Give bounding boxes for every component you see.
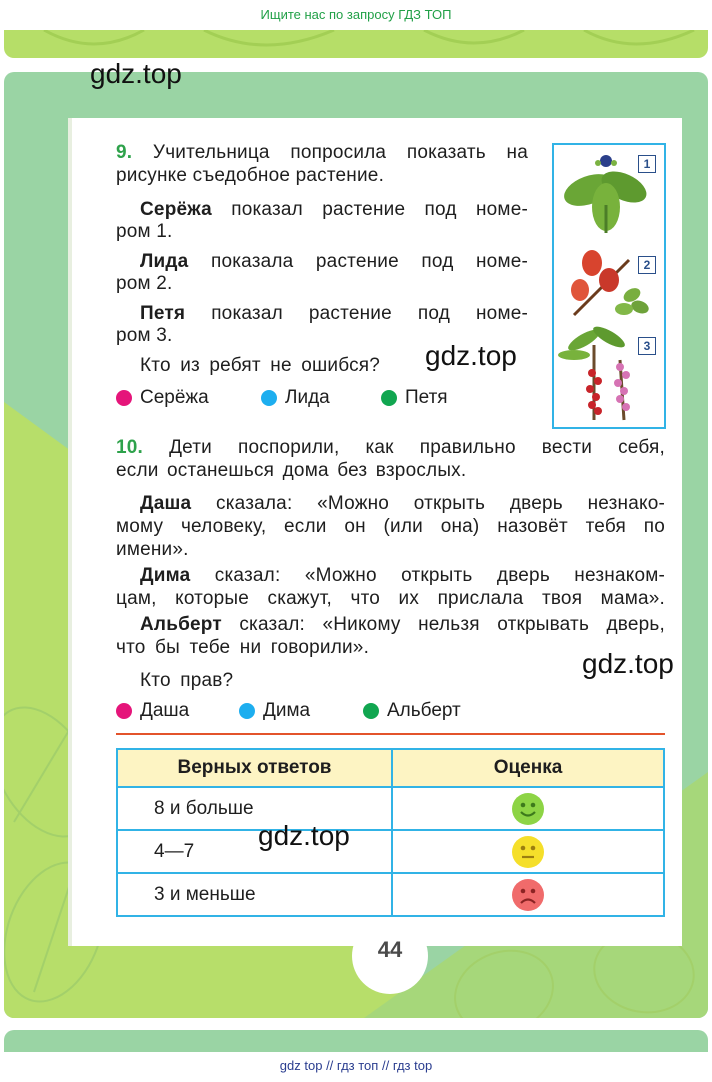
task10-dasha-line3: имени». — [116, 539, 189, 560]
search-hint-link[interactable]: Ищите нас по запросу ГДЗ ТОП — [260, 7, 452, 22]
serezha-text: показал растение под номе- — [231, 199, 528, 220]
task9-intro-line2: рисунке съедобное растение. — [116, 165, 385, 186]
watermark: gdz.top — [582, 648, 674, 679]
task10-dasha-line1 — [140, 492, 665, 515]
task10-option-albert[interactable] — [363, 700, 461, 722]
task9-option-lida[interactable] — [261, 387, 330, 409]
pink-dot-icon — [116, 390, 132, 406]
plant-number-1: 1 — [638, 155, 656, 173]
green-dot-icon — [363, 703, 379, 719]
score-table — [116, 748, 665, 917]
range-cell: 3 и меньше — [117, 873, 392, 916]
task10-dima-line1 — [140, 564, 665, 587]
task9-question: Кто из ребят не ошибся? — [140, 355, 381, 376]
task9-serezha-line1 — [140, 198, 528, 221]
leaf-decor-icon — [4, 30, 708, 58]
pink-dot-icon — [116, 703, 132, 719]
task10-number: 10. — [116, 437, 144, 458]
green-dot-icon — [381, 390, 397, 406]
task10-dasha-line2: мому человеку, если он (или она) назовёт тебя по — [116, 516, 665, 537]
watermark: gdz.top — [90, 58, 182, 89]
task9-lida-line1 — [140, 250, 528, 273]
task9-serezha-line2: ром 1. — [116, 221, 173, 242]
option-label: Дима — [263, 700, 311, 721]
option-label: Даша — [140, 700, 190, 721]
option-label: Альберт — [387, 700, 461, 721]
sad-face-icon — [511, 878, 545, 912]
page-number: 44 — [352, 918, 428, 994]
blue-dot-icon — [239, 703, 255, 719]
footer-separator: // — [326, 1058, 334, 1073]
dima-name: Дима — [140, 565, 191, 586]
plant-3-icon — [558, 323, 630, 420]
footer-link[interactable]: гдз топ — [336, 1058, 379, 1073]
serezha-name: Серёжа — [140, 199, 212, 220]
header-grade: Оценка — [392, 749, 664, 787]
task10-intro-line2: если останешься дома без взрослых. — [116, 460, 467, 481]
task10-intro-text: Дети поспорили, как правильно вести себя, — [169, 437, 665, 458]
task9-intro-text: Учительница попросила показать на — [152, 142, 528, 163]
option-label: Серёжа — [140, 387, 209, 408]
footer-link[interactable]: гдз top — [392, 1058, 433, 1073]
task10-albert-line1 — [140, 613, 665, 636]
option-label: Лида — [285, 387, 330, 408]
dasha-text: сказала: «Можно открыть дверь незнако- — [216, 493, 666, 514]
table-row — [117, 873, 664, 916]
bottom-decor-strip — [4, 1030, 708, 1052]
task10-dima-line2: цам, которые скажут, что их прислала твоя мама». — [116, 588, 665, 609]
neutral-face-icon — [511, 835, 545, 869]
task9-option-serezha[interactable] — [116, 387, 209, 409]
header-correct-answers: Верных ответов — [117, 749, 392, 787]
task9-number: 9. — [116, 142, 133, 163]
task9-option-petya[interactable] — [381, 387, 448, 409]
blue-dot-icon — [261, 390, 277, 406]
watermark: gdz.top — [425, 340, 517, 371]
dasha-name: Даша — [140, 493, 192, 514]
table-row — [117, 787, 664, 830]
footer-links — [0, 1054, 712, 1078]
task10-question: Кто прав? — [140, 670, 234, 691]
grade-cell — [392, 787, 664, 830]
plants-icon — [554, 145, 664, 427]
task9-petya-line1 — [140, 302, 528, 325]
task9-lida-line2: ром 2. — [116, 273, 173, 294]
table-row — [117, 830, 664, 873]
task10-intro-line1 — [116, 436, 665, 459]
watermark: gdz.top — [258, 820, 350, 851]
task10-option-dasha[interactable] — [116, 700, 189, 722]
footer-link[interactable]: gdz top — [279, 1058, 323, 1073]
albert-name: Альберт — [140, 614, 222, 635]
table-header-row — [117, 749, 664, 787]
albert-text: сказал: «Никому нельзя открывать дверь, — [239, 614, 666, 635]
range-cell: 8 и больше — [117, 787, 392, 830]
petya-text: показал растение под номе- — [211, 303, 529, 324]
range-cell: 4—7 — [117, 830, 392, 873]
task9-petya-line2: ром 3. — [116, 325, 173, 346]
lida-name: Лида — [140, 251, 189, 272]
dima-text: сказал: «Можно открыть дверь незнаком- — [214, 565, 666, 586]
grade-cell — [392, 830, 664, 873]
grade-cell — [392, 873, 664, 916]
smile-face-icon — [511, 792, 545, 826]
lida-text: показала растение под номе- — [210, 251, 528, 272]
task9-intro-line1 — [116, 141, 528, 164]
task10-albert-line2: что бы тебе ни говорили». — [116, 637, 370, 658]
section-divider — [116, 733, 665, 735]
petya-name: Петя — [140, 303, 186, 324]
task10-option-dima[interactable] — [239, 700, 310, 722]
option-label: Петя — [405, 387, 448, 408]
plant-number-3: 3 — [638, 337, 656, 355]
top-decor-strip — [4, 30, 708, 58]
plants-illustration — [552, 143, 666, 429]
plant-number-2: 2 — [638, 256, 656, 274]
footer-separator: // — [381, 1058, 390, 1073]
